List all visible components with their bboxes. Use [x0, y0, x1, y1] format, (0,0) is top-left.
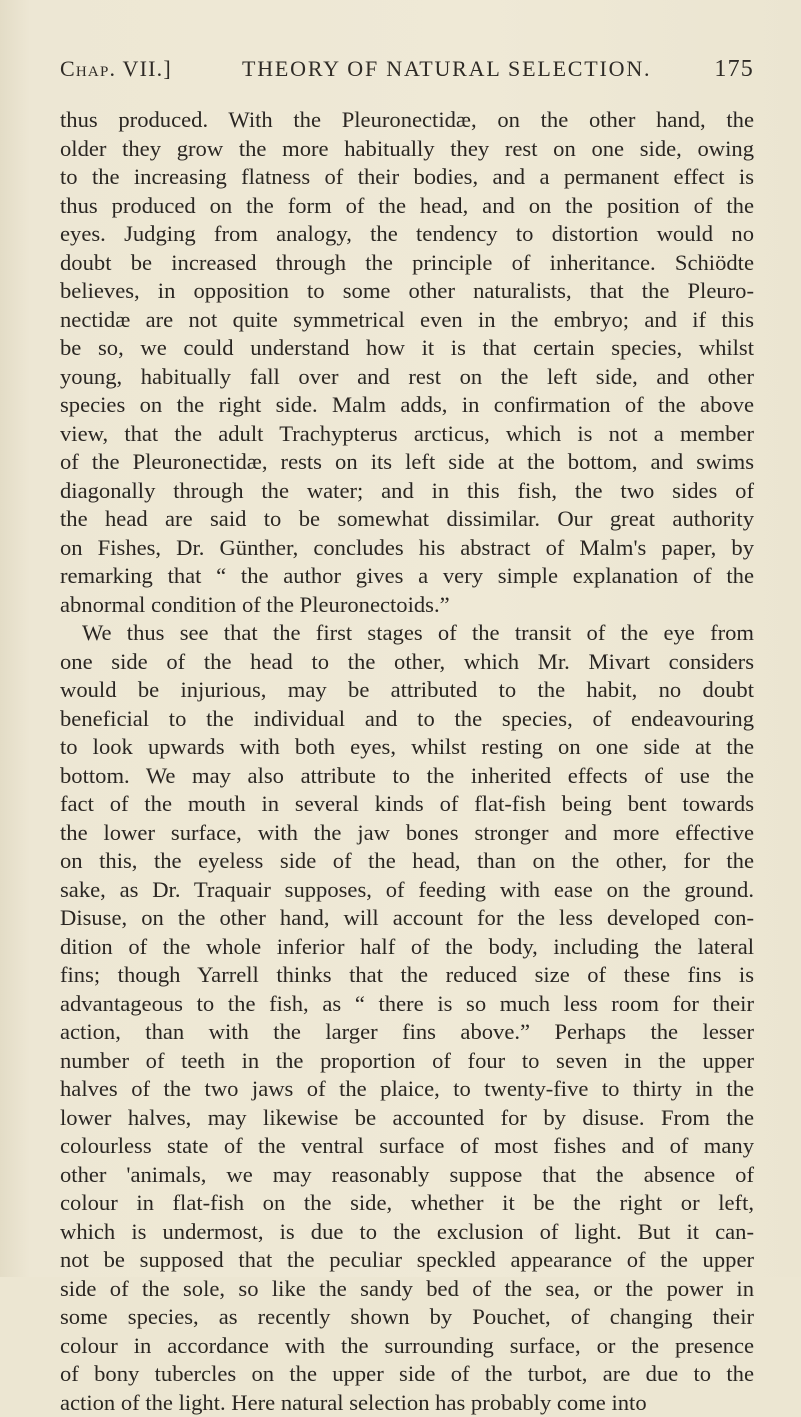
text-line: diagonally through the water; and in this fish, the two sides of [60, 477, 754, 506]
text-line: number of teeth in the proportion of four to seven in the upper [60, 1047, 754, 1076]
text-line: not be supposed that the peculiar speckled appearance of the upper [60, 1246, 754, 1275]
text-line: remarking that “ the author gives a very simple explanation of the [60, 562, 754, 591]
text-line: one side of the head to the other, which Mr. Mivart considers [60, 648, 754, 677]
text-line: nectidæ are not quite symmetrical even in the embryo; and if this [60, 306, 754, 335]
text-line: doubt be increased through the principle of inheritance. Schiödte [60, 249, 754, 278]
text-line: Disuse, on the other hand, will account for the less developed con- [60, 904, 754, 933]
text-line: advantageous to the fish, as “ there is so much less room for their [60, 990, 754, 1019]
body-text [60, 106, 754, 1417]
text-line: would be injurious, may be attributed to the habit, no doubt [60, 676, 754, 705]
text-line: on Fishes, Dr. Günther, concludes his abstract of Malm's paper, by [60, 534, 754, 563]
text-line: colourless state of the ventral surface of most fishes and of many [60, 1132, 754, 1161]
text-line: bottom. We may also attribute to the inherited effects of use the [60, 762, 754, 791]
text-line: thus produced on the form of the head, and on the position of the [60, 192, 754, 221]
text-line: other 'animals, we may reasonably suppose that the absence of [60, 1161, 754, 1190]
text-line: which is undermost, is due to the exclusion of light. But it can- [60, 1218, 754, 1247]
text-line: older they grow the more habitually they rest on one side, owing [60, 135, 754, 164]
text-line: action, than with the larger fins above.” Perhaps the lesser [60, 1018, 754, 1047]
text-line: dition of the whole inferior half of the body, including the lateral [60, 933, 754, 962]
text-line: thus produced. With the Pleuronectidæ, on the other hand, the [60, 106, 754, 135]
text-line: action of the light. Here natural selection has probably come into [60, 1389, 754, 1417]
text-line: side of the sole, so like the sandy bed of the sea, or the power in [60, 1275, 754, 1304]
text-line: to look upwards with both eyes, whilst resting on one side at the [60, 733, 754, 762]
chapter-label: Chap. VII.] [60, 56, 172, 82]
text-line: lower halves, may likewise be accounted for by disuse. From the [60, 1104, 754, 1133]
text-line: the lower surface, with the jaw bones stronger and more effective [60, 819, 754, 848]
text-line: species on the right side. Malm adds, in confirmation of the above [60, 391, 754, 420]
text-line: sake, as Dr. Traquair supposes, of feeding with ease on the ground. [60, 876, 754, 905]
text-line: fact of the mouth in several kinds of flat-fish being bent towards [60, 790, 754, 819]
text-line: the head are said to be somewhat dissimilar. Our great authority [60, 505, 754, 534]
text-line: view, that the adult Trachypterus arcticus, which is not a member [60, 420, 754, 449]
text-line: young, habitually fall over and rest on the left side, and other [60, 363, 754, 392]
text-line: abnormal condition of the Pleuronectoids.” [60, 591, 754, 620]
text-line: fins; though Yarrell thinks that the reduced size of these fins is [60, 961, 754, 990]
page-number: 175 [714, 56, 754, 83]
running-title: THEORY OF NATURAL SELECTION. [242, 56, 651, 82]
text-line: of bony tubercles on the upper side of the turbot, are due to the [60, 1360, 754, 1389]
text-line: We thus see that the first stages of the transit of the eye from [60, 619, 754, 648]
text-line: colour in accordance with the surrounding surface, or the presence [60, 1332, 754, 1361]
text-line: some species, as recently shown by Pouchet, of changing their [60, 1303, 754, 1332]
text-line: halves of the two jaws of the plaice, to twenty-five to thirty in the [60, 1075, 754, 1104]
text-line: be so, we could understand how it is that certain species, whilst [60, 334, 754, 363]
text-line: eyes. Judging from analogy, the tendency to distortion would no [60, 220, 754, 249]
running-header [60, 56, 754, 96]
text-line: on this, the eyeless side of the head, than on the other, for the [60, 847, 754, 876]
text-line: to the increasing flatness of their bodies, and a permanent effect is [60, 163, 754, 192]
text-line: believes, in opposition to some other naturalists, that the Pleuro- [60, 277, 754, 306]
text-line: beneficial to the individual and to the species, of endeavouring [60, 705, 754, 734]
text-line: of the Pleuronectidæ, rests on its left side at the bottom, and swims [60, 448, 754, 477]
text-line: colour in flat-fish on the side, whether it be the right or left, [60, 1189, 754, 1218]
